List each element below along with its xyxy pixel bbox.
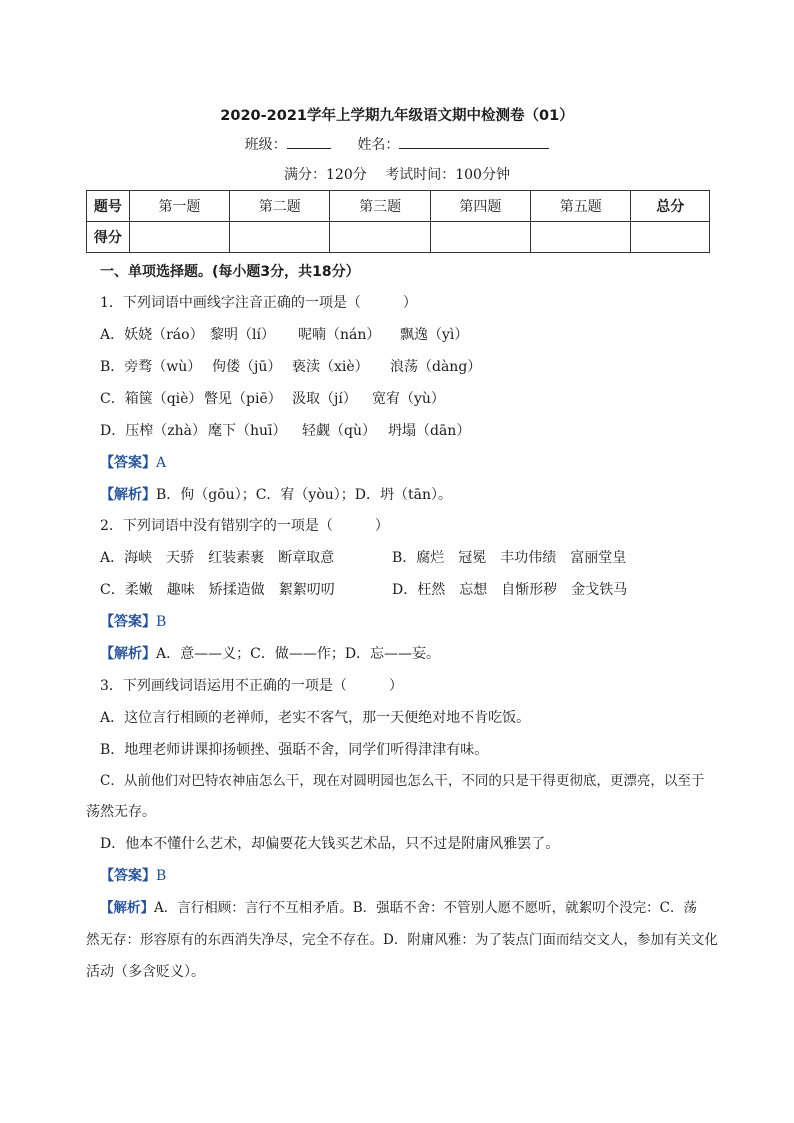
q1-d-word2: 麾下（huī）	[208, 423, 287, 439]
q2-stem: 2．下列词语中没有错别字的一项是（ ）	[100, 518, 389, 534]
analysis-tag: 【解析】	[100, 646, 156, 662]
q1-option-c	[100, 389, 445, 409]
name-label: 姓名：	[357, 137, 400, 153]
q2-option-b: B．腐烂 冠冕 丰功伟绩 富丽堂皇	[392, 550, 627, 566]
analysis-tag: 【解析】	[100, 487, 156, 503]
q1-option-a	[100, 325, 468, 345]
answer-tag: 【答案】	[100, 614, 156, 630]
header-cell-total: 总分	[631, 191, 710, 222]
answer-value: A	[156, 455, 167, 471]
q1-b-word3: 亵渎（xiè）	[292, 359, 369, 375]
score-row-label: 得分	[87, 222, 130, 253]
q2-analysis	[100, 644, 440, 664]
q2-option-a: A．海峡 天骄 红装素裹 断章取意	[100, 550, 335, 566]
q1-option-b	[100, 357, 481, 377]
q1-b-word1: B．旁骛（wù）	[100, 359, 202, 375]
analysis-text: A．言行相顾：言行不互相矛盾。B．强聒不舍：不管别人愿不愿听，就絮叨个没完：C．荡	[154, 900, 697, 916]
q1-c-word2: 瞥见（piē）	[204, 391, 282, 407]
q1-d-word3: 轻觑（qù）	[302, 423, 376, 439]
class-blank[interactable]	[287, 134, 331, 149]
q3-analysis-line2: 然无存：形容原有的东西消失净尽，完全不存在。D．附庸风雅：为了装点门面而结交文人，参加有关文化	[86, 932, 718, 948]
section-heading: 一、单项选择题。(每小题3分，共18分）	[100, 264, 360, 280]
q1-a-word4: 飘逸（yì）	[400, 327, 469, 343]
score-table-score-row	[87, 222, 710, 253]
header-cell-q5: 第五题	[531, 191, 631, 222]
q3-option-b: B．地理老师讲课抑扬顿挫、强聒不舍，同学们听得津津有味。	[100, 742, 489, 758]
q3-analysis-line1	[100, 898, 697, 918]
student-info-line	[0, 134, 794, 154]
score-info: 满分：120分 考试时间：100分钟	[284, 167, 510, 183]
answer-tag: 【答案】	[100, 868, 156, 884]
analysis-text: B．佝（gōu）；C．宥（yòu）；D．坍（tān）。	[156, 487, 452, 503]
score-cell-q4[interactable]	[430, 222, 530, 253]
name-blank[interactable]	[399, 134, 549, 149]
q1-a-word1: A．妖娆（ráo）	[100, 327, 204, 343]
q1-stem: 1．下列词语中画线字注音正确的一项是（ ）	[100, 295, 417, 311]
q3-answer	[100, 866, 166, 886]
score-table-header-row	[87, 191, 710, 222]
answer-value: B	[156, 868, 167, 884]
answer-value: B	[156, 614, 167, 630]
score-table	[86, 190, 710, 253]
score-cell-total[interactable]	[631, 222, 710, 253]
score-cell-q5[interactable]	[531, 222, 631, 253]
header-cell-q1: 第一题	[129, 191, 229, 222]
header-cell-number: 题号	[87, 191, 130, 222]
q1-answer	[100, 453, 166, 473]
answer-tag: 【答案】	[100, 455, 156, 471]
q2-answer	[100, 612, 166, 632]
q1-a-word2: 黎明（lí）	[210, 327, 275, 343]
q1-option-d	[100, 421, 470, 441]
header-cell-q4: 第四题	[430, 191, 530, 222]
analysis-tag: 【解析】	[100, 900, 154, 916]
score-cell-q2[interactable]	[230, 222, 330, 253]
analysis-text: A．意——义；C．做——作；D．忘——妄。	[156, 646, 441, 662]
q3-option-c-line2: 荡然无存。	[86, 804, 156, 820]
q2-option-c: C．柔嫩 趣味 矫揉造做 絮絮叨叨	[100, 582, 335, 598]
q3-option-a: A．这位言行相顾的老禅师，老实不客气，那一天便绝对地不肯吃饭。	[100, 710, 531, 726]
score-cell-q3[interactable]	[330, 222, 430, 253]
exam-title: 2020-2021学年上学期九年级语文期中检测卷（01）	[220, 108, 574, 124]
class-label: 班级：	[244, 137, 287, 153]
q3-analysis-line3: 活动（多含贬义）。	[86, 964, 205, 980]
q1-c-word3: 汲取（jí）	[292, 391, 357, 407]
q1-a-word3: 呢喃（nán）	[298, 327, 381, 343]
q1-b-word4: 浪荡（dàng）	[390, 359, 482, 375]
header-cell-q2: 第二题	[230, 191, 330, 222]
q1-c-word4: 宽宥（yù）	[372, 391, 445, 407]
score-cell-q1[interactable]	[129, 222, 229, 253]
header-cell-q3: 第三题	[330, 191, 430, 222]
q1-b-word2: 佝偻（jū）	[212, 359, 282, 375]
q1-d-word1: D．压榨（zhà）	[100, 423, 206, 439]
q3-option-c-line1: C．从前他们对巴特农神庙怎么干，现在对圆明园也怎么干，不同的只是干得更彻底，更漂亮，以至于	[100, 773, 705, 789]
q1-c-word1: C．箱箧（qiè）	[100, 391, 203, 407]
q1-analysis	[100, 485, 452, 505]
q3-stem: 3．下列画线词语运用不正确的一项是（ ）	[100, 678, 403, 694]
q3-option-d: D．他本不懂什么艺术，却偏要花大钱买艺术品，只不过是附庸风雅罢了。	[100, 836, 560, 852]
q2-option-d: D．枉然 忘想 自惭形秽 金戈铁马	[392, 582, 628, 598]
q1-d-word4: 坍塌（dān）	[388, 423, 471, 439]
